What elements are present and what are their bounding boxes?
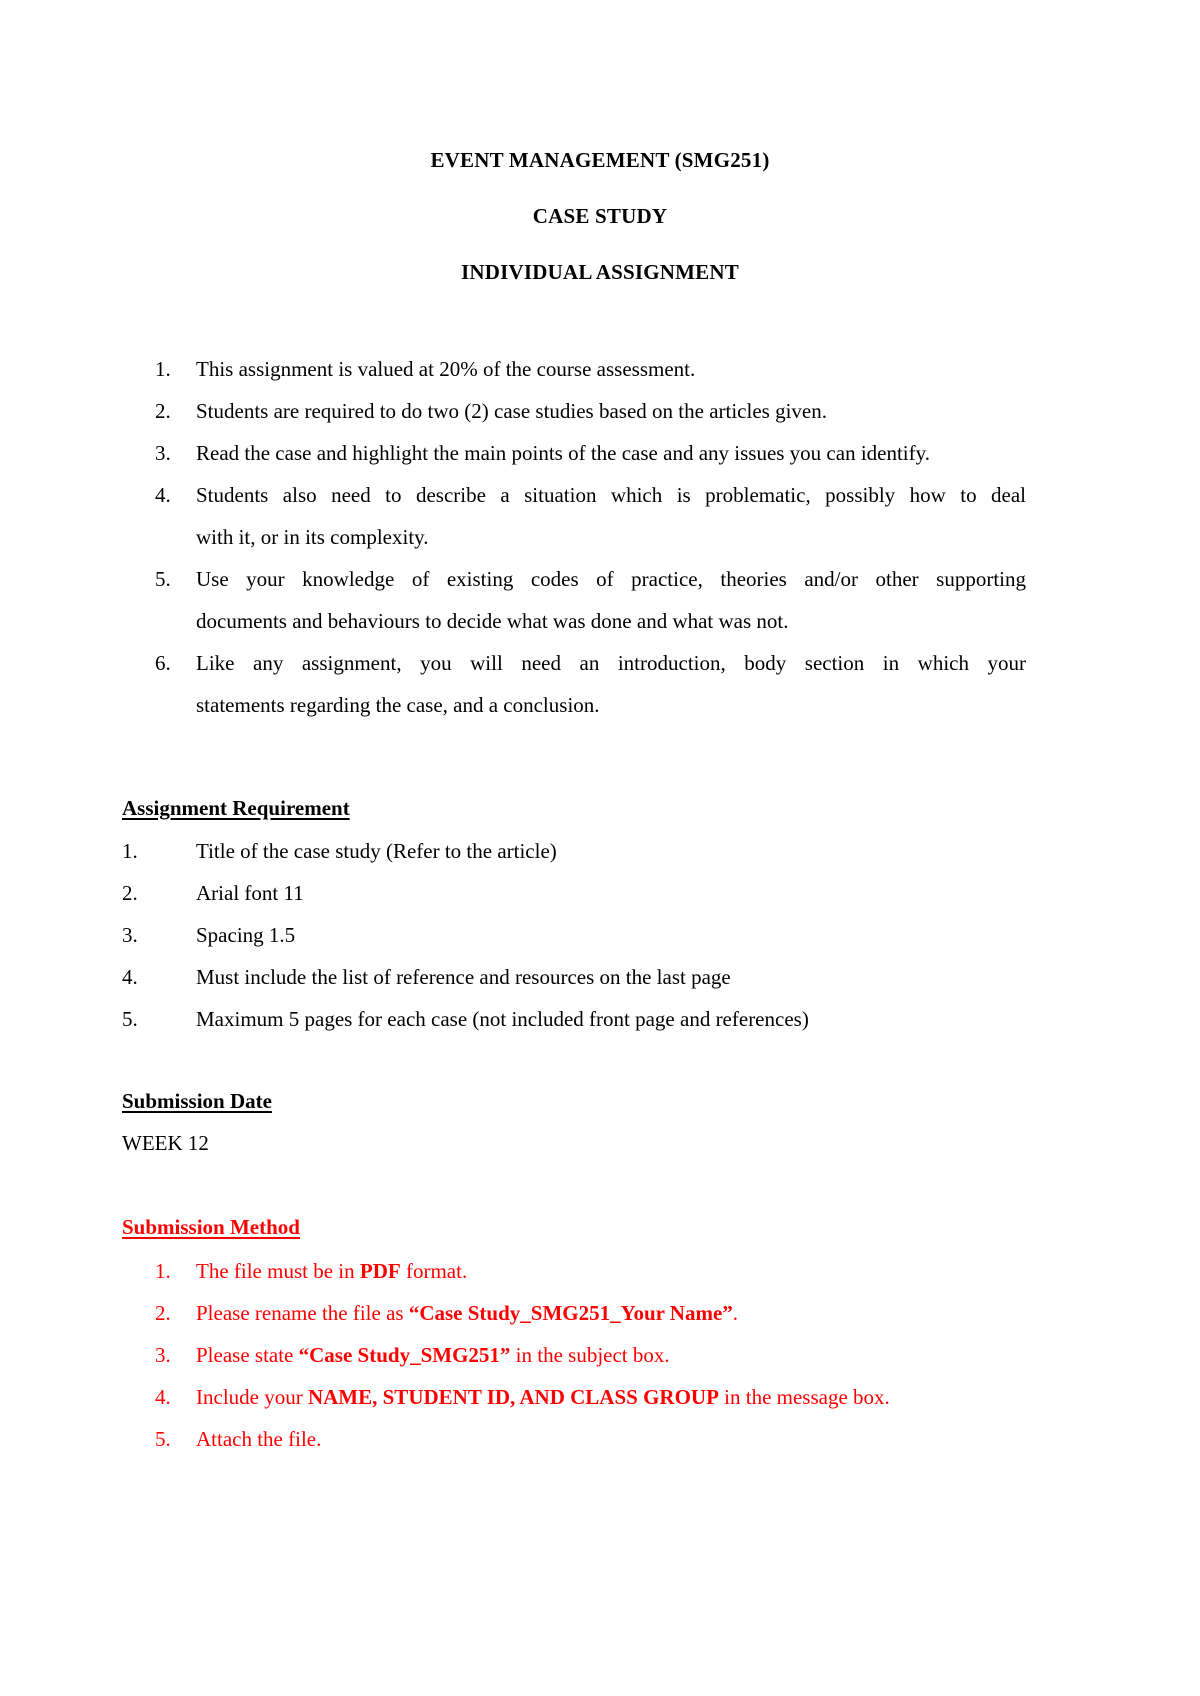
list-item-text: Include your NAME, STUDENT ID, AND CLASS GROUP in the message box.	[196, 1385, 890, 1409]
list-item-text: Please rename the file as “Case Study_SMG251_Your Name”.	[196, 1301, 739, 1325]
list-item-text-line1: Like any assignment, you will need an introduction, body section in which your	[196, 651, 1026, 675]
list-item-number: 4.	[155, 483, 171, 507]
list-item-number: 2.	[155, 399, 171, 423]
list-item-text-line2: documents and behaviours to decide what was done and what was not.	[196, 609, 789, 633]
list-item-number: 4.	[155, 1385, 171, 1409]
list-item-text-line1: Use your knowledge of existing codes of practice, theories and/or other supporting	[196, 567, 1026, 591]
list-item-text: Attach the file.	[196, 1427, 322, 1451]
list-item-number: 3.	[155, 441, 171, 465]
list-item-number: 4.	[122, 965, 138, 989]
list-item-text: Read the case and highlight the main points of the case and any issues you can identify.	[196, 441, 931, 465]
requirement-heading: Assignment Requirement	[122, 796, 350, 820]
list-item-text-line1: Students also need to describe a situation which is problematic, possibly how to deal	[196, 483, 1026, 507]
submission-method-heading: Submission Method	[122, 1215, 300, 1239]
list-item-text: Spacing 1.5	[196, 923, 296, 947]
list-item-number: 1.	[155, 1259, 171, 1283]
list-item	[0, 558, 1200, 642]
list-item-number: 3.	[155, 1343, 171, 1367]
document-type-title: CASE STUDY	[532, 204, 668, 228]
list-item	[0, 642, 1200, 726]
submission-date-heading: Submission Date	[122, 1089, 272, 1113]
list-item-text: The file must be in PDF format.	[196, 1259, 468, 1283]
list-item-number: 5.	[155, 1427, 171, 1451]
list-item-text: Arial font 11	[196, 881, 304, 905]
list-item-text: This assignment is valued at 20% of the course assessment.	[196, 357, 696, 381]
course-title: EVENT MANAGEMENT (SMG251)	[430, 148, 770, 172]
list-item-number: 2.	[155, 1301, 171, 1325]
submission-date-value: WEEK 12	[122, 1131, 209, 1155]
list-item-text-line2: with it, or in its complexity.	[196, 525, 429, 549]
list-item-number: 1.	[155, 357, 171, 381]
list-item-number: 1.	[122, 839, 138, 863]
list-item-number: 3.	[122, 923, 138, 947]
list-item-number: 5.	[122, 1007, 138, 1031]
list-item-text-line2: statements regarding the case, and a conclusion.	[196, 693, 600, 717]
list-item-text: Students are required to do two (2) case studies based on the articles given.	[196, 399, 827, 423]
list-item-number: 5.	[155, 567, 171, 591]
list-item-text: Must include the list of reference and resources on the last page	[196, 965, 731, 989]
list-item-number: 2.	[122, 881, 138, 905]
assignment-type-title: INDIVIDUAL ASSIGNMENT	[461, 260, 739, 284]
list-item-text: Title of the case study (Refer to the article)	[196, 839, 557, 863]
list-item-number: 6.	[155, 651, 171, 675]
list-item-text: Please state “Case Study_SMG251” in the subject box.	[196, 1343, 670, 1367]
list-item-text: Maximum 5 pages for each case (not included front page and references)	[196, 1007, 809, 1031]
list-item	[0, 474, 1200, 558]
